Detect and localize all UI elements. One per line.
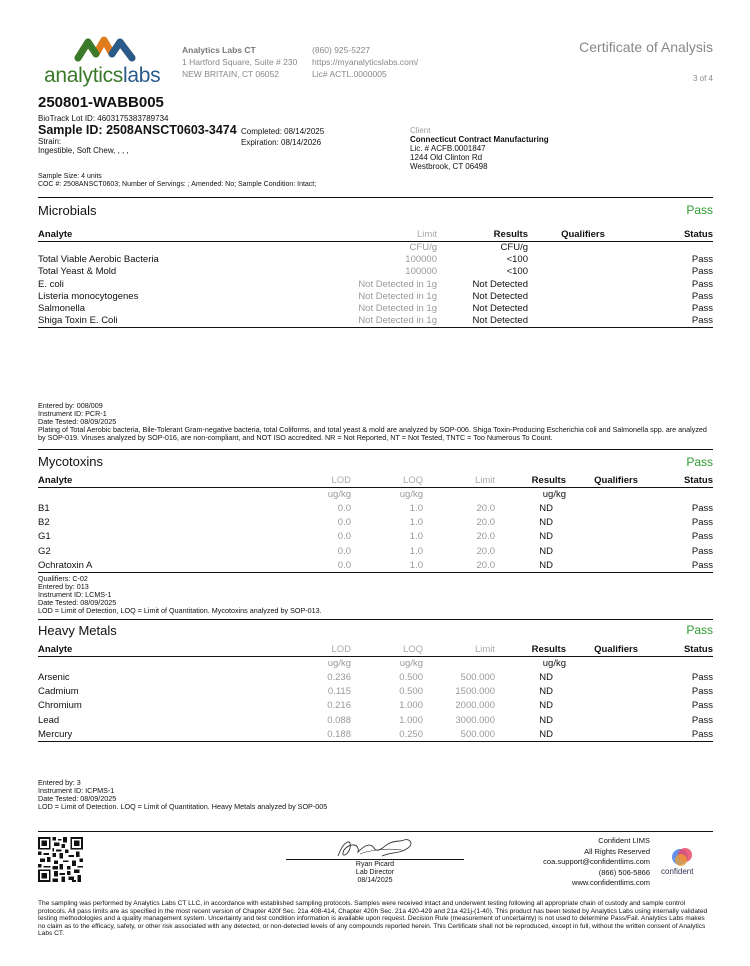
lab-name: Analytics Labs CT — [182, 45, 256, 55]
table-row: Shiga Toxin E. Coli Not Detected in 1g Not Detected Pass — [38, 315, 713, 327]
confident-logo-icon — [666, 846, 698, 868]
section-divider — [38, 449, 713, 450]
table-row: G1 0.0 1.0 20.0 ND Pass — [38, 531, 713, 543]
col-qualifiers: Qualifiers — [566, 475, 638, 487]
table-row: Chromium 0.216 1.000 2000.000 ND Pass — [38, 700, 713, 712]
completed-date: Completed: 08/14/2025 — [241, 127, 325, 136]
disclaimer: The sampling was performed by Analytics Labs CT LLC, in accordance with established sampling protocols. Samples were received intact and underwent testing following all appropriate chain of custody and sample control protocols. All pass limits are as specified in the most recent version of Chapter 420f Sec. 21a 408-414, Chapter 420h Sec. 21a 420-429 and 21a 421j-(1-40). This product has been tested by Analytics Labs using internally validated testing methodologies and a quality management system. Uncertainty and test condition information is available upon request. Decision Rule (measurement of uncertainty) is not used to determine Pass/Fail. Analytics Labs makes no claim as to the efficacy, safety, or other risk associated with any detected, or non-detected levels of any compounds reported herein. This Certificate shall not be reproduced, except in full, without the written consent of Analytics Labs CT. — [38, 900, 708, 938]
col-limit: Limit — [278, 229, 437, 241]
col-qualifiers: Qualifiers — [528, 229, 618, 241]
col-lod: LOD — [283, 644, 351, 656]
footer-divider — [38, 831, 713, 832]
signer-name: Ryan Picard — [355, 861, 395, 868]
lab-contact — [312, 44, 418, 80]
col-qualifiers: Qualifiers — [566, 644, 638, 656]
table-row: G2 0.0 1.0 20.0 ND Pass — [38, 545, 713, 557]
logo-wordmark: analyticslabs — [44, 64, 161, 87]
product-type: Ingestible, Soft Chew, , , , — [38, 146, 129, 155]
col-loq: LOQ — [351, 644, 423, 656]
table-row: Cadmium 0.115 0.500 1500.000 ND Pass — [38, 686, 713, 698]
table-row: B2 0.0 1.0 20.0 ND Pass — [38, 516, 713, 528]
strain-info: Strain: Ingestible, Soft Chew, , , , — [38, 137, 129, 155]
heavy-metals-notes: Entered by: 3 Instrument ID: ICPMS-1 Date Tested: 08/09/2025 LOD = Limit of Detection. LOQ = Limit of Quantitation. Heavy Metals analyzed by SOP-005 — [38, 778, 328, 811]
qr-code-icon[interactable] — [38, 837, 83, 882]
sample-size-coc: Sample Size: 4 units COC #: 2508ANSCT0603; Number of Servings: ; Amended: No; Sample Condition: Intact; — [38, 173, 317, 188]
table-row: Total Yeast & Mold 100000 <100 Pass — [38, 266, 713, 278]
col-analyte: Analyte — [38, 229, 278, 241]
lims-email-link[interactable]: coa.support@confidentlims.com — [543, 857, 650, 866]
col-lod: LOD — [283, 475, 351, 487]
signer-title: Lab Director — [355, 869, 395, 876]
sample-id: Sample ID: 2508ANSCT0603-3474 — [38, 123, 237, 137]
table-row: Mercury 0.188 0.250 500.000 ND Pass — [38, 729, 713, 740]
col-limit: Limit — [423, 644, 495, 656]
table-row: E. coli Not Detected in 1g Not Detected Pass — [38, 278, 713, 290]
table-row: Listeria monocytogenes Not Detected in 1g Not Detected Pass — [38, 290, 713, 302]
confident-wordmark: confident — [661, 867, 694, 876]
lab-website-link[interactable]: https://myanalyticslabs.com/ — [312, 57, 419, 67]
batch-number: 250801-WABB005 — [38, 94, 164, 111]
col-results: Results — [495, 644, 566, 656]
lims-contact: Confident LIMS All Rights Reserved coa.support@confidentlims.com (866) 506-5866 www.confidentlims.com — [543, 836, 650, 887]
mycotoxins-table — [38, 475, 713, 573]
col-results: Results — [437, 229, 528, 241]
lims-website-link[interactable]: www.confidentlims.com — [572, 878, 650, 887]
lab-phone: (860) 925-5227 — [312, 45, 371, 55]
col-limit: Limit — [423, 475, 495, 487]
mycotoxins-notes: Qualifiers: C-02 Entered by: 013 Instrument ID: LCMS-1 Date Tested: 08/09/2025 LOD = Limit of Detection, LOQ = Limit of Quantitation. Mycotoxins analyzed by SOP-013. — [38, 574, 322, 615]
units-row: ug/kg ug/kg ug/kg — [327, 488, 566, 500]
microbials-table — [38, 229, 713, 328]
table-row: Salmonella Not Detected in 1g Not Detected Pass — [38, 303, 713, 315]
section-divider — [38, 619, 713, 620]
table-row: Total Viable Aerobic Bacteria 100000 <100 Pass — [38, 253, 713, 265]
status-badge-mycotoxins: Pass — [686, 455, 713, 469]
status-badge-heavy-metals: Pass — [686, 623, 713, 637]
col-analyte: Analyte — [38, 644, 283, 656]
table-row: Lead 0.088 1.000 3000.000 ND Pass — [38, 714, 713, 726]
client-name: Connecticut Contract Manufacturing — [410, 135, 549, 144]
signature-line — [286, 859, 464, 860]
lab-address: Analytics Labs CT 1 Hartford Square, Suite # 230 NEW BRITAIN, CT 06052 — [182, 45, 298, 79]
signer-block — [286, 861, 464, 885]
page-number: 3 of 4 — [692, 74, 713, 83]
section-divider — [38, 197, 713, 198]
expiration-date: Expiration: 08/14/2026 — [241, 138, 322, 147]
units-row: ug/kg ug/kg ug/kg — [327, 657, 566, 669]
col-results: Results — [495, 475, 566, 487]
document-title: Certificate of Analysis — [579, 39, 713, 55]
section-title-heavy-metals: Heavy Metals — [38, 623, 117, 638]
microbials-notes: Entered by: 008/009 Instrument ID: PCR-1 Date Tested: 08/09/2025 Plating of Total Aerobic bacteria, Bile-Tolerant Gram-negative bacteria, total Coliforms, and total yeast & mold are analyzed by SOP-006. Shiga Toxin-Producing Escherichia coli and Salmonella spp. are analyzed by SOP-019. Viruses analyzed by SOP-016, are non-compliant, and NOT ISO accredited. NR = Not Reported, NT = Not Tested, TNTC = Too Numerous To Count. — [38, 401, 707, 442]
heavy-metals-table — [38, 644, 713, 742]
client-block: Client Connecticut Contract Manufacturing Lic. # ACFB.0001847 1244 Old Clinton Rd Westbrook, CT 06498 — [410, 126, 549, 171]
biotrack-id: BioTrack Lot ID: 4603175383789734 — [38, 114, 169, 123]
col-analyte: Analyte — [38, 475, 283, 487]
client-label: Client — [410, 126, 431, 135]
col-status: Status — [618, 229, 713, 241]
section-title-microbials: Microbials — [38, 203, 97, 218]
dates — [241, 126, 324, 148]
units-row: CFU/g CFU/g — [409, 241, 528, 253]
section-title-mycotoxins: Mycotoxins — [38, 454, 104, 469]
col-status: Status — [638, 644, 713, 656]
col-status: Status — [638, 475, 713, 487]
table-row: Arsenic 0.236 0.500 500.000 ND Pass — [38, 671, 713, 683]
status-badge-microbials: Pass — [686, 203, 713, 217]
lab-license: Lic# ACTL.0000005 — [312, 69, 387, 79]
table-row: B1 0.0 1.0 20.0 ND Pass — [38, 502, 713, 514]
col-loq: LOQ — [351, 475, 423, 487]
table-row: Ochratoxin A 0.0 1.0 20.0 ND Pass — [38, 559, 713, 571]
signed-date: 08/14/2025 — [357, 877, 393, 884]
